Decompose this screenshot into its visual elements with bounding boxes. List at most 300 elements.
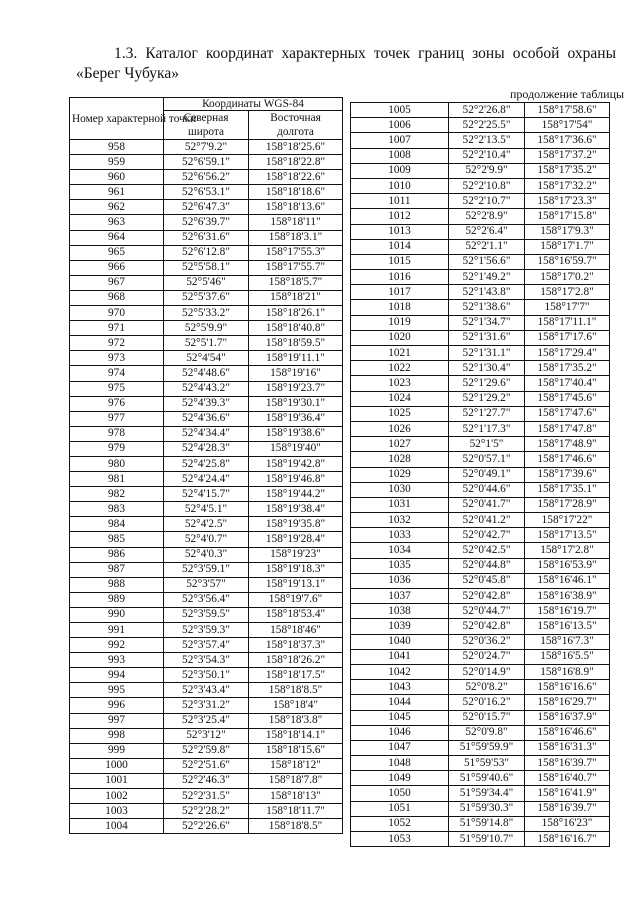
- table-row: [70, 366, 343, 381]
- latitude-cell: 52°2'8.9": [449, 209, 525, 224]
- longitude-cell: 158°16'29.7": [525, 695, 610, 710]
- latitude-cell: 52°6'39.7": [164, 215, 249, 230]
- latitude-cell: 52°6'53.1": [164, 185, 249, 200]
- table-row: [70, 170, 343, 185]
- longitude-cell: 158°18'12": [249, 758, 343, 773]
- longitude-cell: 158°17'36.6": [525, 133, 610, 148]
- latitude-cell: 52°2'31.5": [164, 789, 249, 804]
- point-number-cell: 1049: [351, 771, 449, 786]
- point-number-cell: 1036: [351, 573, 449, 588]
- table-row: [70, 200, 343, 215]
- longitude-cell: 158°18'15.6": [249, 743, 343, 758]
- latitude-cell: 52°0'36.2": [449, 634, 525, 649]
- point-number-cell: 999: [70, 743, 164, 758]
- longitude-cell: 158°16'46.6": [525, 725, 610, 740]
- table-row: [351, 285, 610, 300]
- table-row: [351, 118, 610, 133]
- table-row: [351, 254, 610, 269]
- table-row: [351, 816, 610, 831]
- longitude-cell: 158°18'4": [249, 698, 343, 713]
- latitude-cell: 52°1'27.7": [449, 406, 525, 421]
- point-number-cell: 1035: [351, 558, 449, 573]
- table-row: [70, 487, 343, 502]
- longitude-cell: 158°19'30.1": [249, 396, 343, 411]
- longitude-cell: 158°16'8.9": [525, 664, 610, 679]
- latitude-cell: 52°4'15.7": [164, 487, 249, 502]
- longitude-cell: 158°19'23.7": [249, 381, 343, 396]
- longitude-cell: 158°18'37.3": [249, 638, 343, 653]
- longitude-cell: 158°19'18.3": [249, 562, 343, 577]
- section-title: 1.3. Каталог координат характерных точек границ зоны особой охраны «Берег Чубука»: [76, 45, 616, 82]
- point-number-cell: 978: [70, 426, 164, 441]
- table-row: [70, 623, 343, 638]
- longitude-cell: 158°17'45.6": [525, 391, 610, 406]
- table-row: [351, 589, 610, 604]
- longitude-cell: 158°19'40": [249, 441, 343, 456]
- point-number-cell: 1030: [351, 482, 449, 497]
- longitude-cell: 158°19'16": [249, 366, 343, 381]
- latitude-cell: 52°3'31.2": [164, 698, 249, 713]
- table-row: [351, 148, 610, 163]
- latitude-cell: 52°5'37.6": [164, 290, 249, 305]
- latitude-cell: 52°2'51.6": [164, 758, 249, 773]
- longitude-cell: 158°17'35.2": [525, 361, 610, 376]
- latitude-cell: 52°0'9.8": [449, 725, 525, 740]
- longitude-cell: 158°17'0.2": [525, 270, 610, 285]
- point-number-cell: 1025: [351, 406, 449, 421]
- longitude-cell: 158°19'35.8": [249, 517, 343, 532]
- table-row: [70, 260, 343, 275]
- table-row: [70, 351, 343, 366]
- point-number-cell: 979: [70, 441, 164, 456]
- longitude-cell: 158°17'40.4": [525, 376, 610, 391]
- point-number-cell: 1047: [351, 740, 449, 755]
- longitude-cell: 158°17'47.8": [525, 421, 610, 436]
- latitude-cell: 52°4'5.1": [164, 502, 249, 517]
- longitude-cell: 158°16'37.9": [525, 710, 610, 725]
- latitude-cell: 51°59'34.4": [449, 786, 525, 801]
- longitude-cell: 158°16'16.7": [525, 832, 610, 847]
- table-row: [351, 740, 610, 755]
- latitude-cell: 52°1'56.6": [449, 254, 525, 269]
- longitude-cell: 158°19'36.4": [249, 411, 343, 426]
- point-number-cell: 1003: [70, 804, 164, 819]
- header-point-number: Номер характерной точки: [70, 98, 164, 140]
- table-row: [351, 543, 610, 558]
- point-number-cell: 1022: [351, 361, 449, 376]
- point-number-cell: 998: [70, 728, 164, 743]
- table-row: [351, 376, 610, 391]
- latitude-cell: 52°1'31.1": [449, 346, 525, 361]
- longitude-cell: 158°17'37.2": [525, 148, 610, 163]
- longitude-cell: 158°16'7.3": [525, 634, 610, 649]
- longitude-cell: 158°17'55.3": [249, 245, 343, 260]
- latitude-cell: 52°6'47.3": [164, 200, 249, 215]
- longitude-cell: 158°17'32.2": [525, 178, 610, 193]
- latitude-cell: 52°0'42.5": [449, 543, 525, 558]
- table-row: [351, 664, 610, 679]
- longitude-cell: 158°18'25.6": [249, 140, 343, 155]
- point-number-cell: 1008: [351, 148, 449, 163]
- longitude-cell: 158°17'13.5": [525, 528, 610, 543]
- table-row: [70, 728, 343, 743]
- longitude-cell: 158°18'8.5": [249, 819, 343, 834]
- latitude-cell: 51°59'10.7": [449, 832, 525, 847]
- table-row: [70, 532, 343, 547]
- table-row: [70, 668, 343, 683]
- latitude-cell: 52°3'59.3": [164, 623, 249, 638]
- latitude-cell: 52°4'2.5": [164, 517, 249, 532]
- latitude-cell: 52°0'44.6": [449, 482, 525, 497]
- latitude-cell: 52°2'26.8": [449, 103, 525, 118]
- table-row: [351, 406, 610, 421]
- point-number-cell: 1028: [351, 452, 449, 467]
- longitude-cell: 158°17'48.9": [525, 437, 610, 452]
- latitude-cell: 52°4'28.3": [164, 441, 249, 456]
- latitude-cell: 52°6'56.2": [164, 170, 249, 185]
- latitude-cell: 52°4'25.8": [164, 456, 249, 471]
- point-number-cell: 973: [70, 351, 164, 366]
- point-number-cell: 1005: [351, 103, 449, 118]
- point-number-cell: 968: [70, 290, 164, 305]
- latitude-cell: 52°2'10.8": [449, 178, 525, 193]
- longitude-cell: 158°17'35.2": [525, 163, 610, 178]
- longitude-cell: 158°18'17.5": [249, 668, 343, 683]
- table-row: [351, 513, 610, 528]
- point-number-cell: 963: [70, 215, 164, 230]
- longitude-cell: 158°19'13.1": [249, 577, 343, 592]
- latitude-cell: 52°0'44.8": [449, 558, 525, 573]
- table-row: [70, 290, 343, 305]
- longitude-cell: 158°17'22": [525, 513, 610, 528]
- point-number-cell: 1038: [351, 604, 449, 619]
- longitude-cell: 158°18'13.6": [249, 200, 343, 215]
- latitude-cell: 52°3'59.1": [164, 562, 249, 577]
- header-longitude: Восточная долгота: [249, 111, 343, 140]
- longitude-cell: 158°18'3.8": [249, 713, 343, 728]
- longitude-cell: 158°19'44.2": [249, 487, 343, 502]
- longitude-cell: 158°18'59.5": [249, 336, 343, 351]
- point-number-cell: 977: [70, 411, 164, 426]
- point-number-cell: 1010: [351, 178, 449, 193]
- latitude-cell: 52°4'48.6": [164, 366, 249, 381]
- latitude-cell: 52°3'56.4": [164, 592, 249, 607]
- longitude-cell: 158°18'5.7": [249, 275, 343, 290]
- point-number-cell: 994: [70, 668, 164, 683]
- longitude-cell: 158°19'7.6": [249, 592, 343, 607]
- latitude-cell: 52°0'14.9": [449, 664, 525, 679]
- longitude-cell: 158°19'42.8": [249, 456, 343, 471]
- longitude-cell: 158°18'26.2": [249, 653, 343, 668]
- latitude-cell: 52°6'12.8": [164, 245, 249, 260]
- point-number-cell: 1020: [351, 330, 449, 345]
- longitude-cell: 158°16'39.7": [525, 801, 610, 816]
- longitude-cell: 158°16'46.1": [525, 573, 610, 588]
- longitude-cell: 158°16'41.9": [525, 786, 610, 801]
- point-number-cell: 1009: [351, 163, 449, 178]
- table-row: [70, 562, 343, 577]
- latitude-cell: 52°0'24.7": [449, 649, 525, 664]
- point-number-cell: 981: [70, 472, 164, 487]
- point-number-cell: 966: [70, 260, 164, 275]
- point-number-cell: 1013: [351, 224, 449, 239]
- table-row: [351, 178, 610, 193]
- table-row: [351, 558, 610, 573]
- table-row: [70, 456, 343, 471]
- table-row: [70, 804, 343, 819]
- table-row: [70, 773, 343, 788]
- table-row: [70, 411, 343, 426]
- longitude-cell: 158°18'22.8": [249, 155, 343, 170]
- point-number-cell: 1007: [351, 133, 449, 148]
- point-number-cell: 1027: [351, 437, 449, 452]
- table-row: [70, 441, 343, 456]
- table-row: [351, 725, 610, 740]
- longitude-cell: 158°18'53.4": [249, 607, 343, 622]
- latitude-cell: 52°5'1.7": [164, 336, 249, 351]
- latitude-cell: 52°0'16.2": [449, 695, 525, 710]
- latitude-cell: 52°1'30.4": [449, 361, 525, 376]
- point-number-cell: 980: [70, 456, 164, 471]
- longitude-cell: 158°18'21": [249, 290, 343, 305]
- longitude-cell: 158°18'3.1": [249, 230, 343, 245]
- point-number-cell: 996: [70, 698, 164, 713]
- longitude-cell: 158°16'23": [525, 816, 610, 831]
- latitude-cell: 52°5'46": [164, 275, 249, 290]
- latitude-cell: 52°0'42.8": [449, 619, 525, 634]
- longitude-cell: 158°18'18.6": [249, 185, 343, 200]
- latitude-cell: 52°1'29.6": [449, 376, 525, 391]
- point-number-cell: 1053: [351, 832, 449, 847]
- longitude-cell: 158°17'39.6": [525, 467, 610, 482]
- table-row: [70, 381, 343, 396]
- longitude-cell: 158°18'7.8": [249, 773, 343, 788]
- point-number-cell: 972: [70, 336, 164, 351]
- latitude-cell: 52°0'42.7": [449, 528, 525, 543]
- latitude-cell: 52°4'24.4": [164, 472, 249, 487]
- longitude-cell: 158°17'2.8": [525, 285, 610, 300]
- point-number-cell: 1018: [351, 300, 449, 315]
- table-row: [70, 472, 343, 487]
- table-row: [351, 163, 610, 178]
- latitude-cell: 52°2'13.5": [449, 133, 525, 148]
- table-row: [70, 683, 343, 698]
- latitude-cell: 52°0'8.2": [449, 680, 525, 695]
- table-row: [70, 653, 343, 668]
- table-row: [351, 528, 610, 543]
- latitude-cell: 52°2'46.3": [164, 773, 249, 788]
- point-number-cell: 1011: [351, 194, 449, 209]
- latitude-cell: 52°6'31.6": [164, 230, 249, 245]
- latitude-cell: 52°4'0.7": [164, 532, 249, 547]
- point-number-cell: 997: [70, 713, 164, 728]
- point-number-cell: 1026: [351, 421, 449, 436]
- table-row: [351, 771, 610, 786]
- point-number-cell: 986: [70, 547, 164, 562]
- longitude-cell: 158°16'39.7": [525, 756, 610, 771]
- point-number-cell: 1041: [351, 649, 449, 664]
- latitude-cell: 52°4'54": [164, 351, 249, 366]
- point-number-cell: 1012: [351, 209, 449, 224]
- longitude-cell: 158°19'38.4": [249, 502, 343, 517]
- table-row: [351, 604, 610, 619]
- table-row: [70, 592, 343, 607]
- point-number-cell: 983: [70, 502, 164, 517]
- longitude-cell: 158°16'31.3": [525, 740, 610, 755]
- point-number-cell: 1006: [351, 118, 449, 133]
- table-row: [351, 801, 610, 816]
- table-row: [70, 638, 343, 653]
- latitude-cell: 52°1'43.8": [449, 285, 525, 300]
- latitude-cell: 52°5'58.1": [164, 260, 249, 275]
- point-number-cell: 960: [70, 170, 164, 185]
- latitude-cell: 52°3'54.3": [164, 653, 249, 668]
- latitude-cell: 52°0'45.8": [449, 573, 525, 588]
- table-row: [351, 209, 610, 224]
- longitude-cell: 158°17'54": [525, 118, 610, 133]
- longitude-cell: 158°16'19.7": [525, 604, 610, 619]
- longitude-cell: 158°16'53.9": [525, 558, 610, 573]
- table-row: [70, 426, 343, 441]
- point-number-cell: 1048: [351, 756, 449, 771]
- longitude-cell: 158°17'29.4": [525, 346, 610, 361]
- latitude-cell: 52°3'57.4": [164, 638, 249, 653]
- table-row: [70, 713, 343, 728]
- table-row: [351, 391, 610, 406]
- latitude-cell: 52°3'50.1": [164, 668, 249, 683]
- point-number-cell: 975: [70, 381, 164, 396]
- point-number-cell: 1043: [351, 680, 449, 695]
- longitude-cell: 158°18'40.8": [249, 321, 343, 336]
- latitude-cell: 52°3'25.4": [164, 713, 249, 728]
- point-number-cell: 1034: [351, 543, 449, 558]
- latitude-cell: 52°4'39.3": [164, 396, 249, 411]
- longitude-cell: 158°18'11": [249, 215, 343, 230]
- latitude-cell: 51°59'59.9": [449, 740, 525, 755]
- table-row: [351, 649, 610, 664]
- point-number-cell: 971: [70, 321, 164, 336]
- table-row: [351, 224, 610, 239]
- latitude-cell: 52°2'6.4": [449, 224, 525, 239]
- latitude-cell: 52°1'38.6": [449, 300, 525, 315]
- point-number-cell: 991: [70, 623, 164, 638]
- longitude-cell: 158°19'11.1": [249, 351, 343, 366]
- table-row: [70, 245, 343, 260]
- longitude-cell: 158°17'58.6": [525, 103, 610, 118]
- table-row: [70, 230, 343, 245]
- table-row: [351, 619, 610, 634]
- point-number-cell: 1017: [351, 285, 449, 300]
- point-number-cell: 1050: [351, 786, 449, 801]
- point-number-cell: 967: [70, 275, 164, 290]
- coordinates-table-left: [69, 97, 343, 834]
- longitude-cell: 158°19'23": [249, 547, 343, 562]
- point-number-cell: 1016: [351, 270, 449, 285]
- longitude-cell: 158°18'11.7": [249, 804, 343, 819]
- point-number-cell: 1023: [351, 376, 449, 391]
- table-row: [70, 215, 343, 230]
- longitude-cell: 158°16'40.7": [525, 771, 610, 786]
- longitude-cell: 158°18'14.1": [249, 728, 343, 743]
- longitude-cell: 158°18'8.5": [249, 683, 343, 698]
- table-row: [70, 336, 343, 351]
- point-number-cell: 965: [70, 245, 164, 260]
- longitude-cell: 158°17'55.7": [249, 260, 343, 275]
- latitude-cell: 52°2'10.4": [449, 148, 525, 163]
- latitude-cell: 52°2'26.6": [164, 819, 249, 834]
- latitude-cell: 52°2'28.2": [164, 804, 249, 819]
- latitude-cell: 51°59'53": [449, 756, 525, 771]
- left-table-body: [70, 140, 343, 834]
- table-row: [351, 634, 610, 649]
- table-row: [70, 698, 343, 713]
- point-number-cell: 1031: [351, 497, 449, 512]
- point-number-cell: 961: [70, 185, 164, 200]
- longitude-cell: 158°17'17.6": [525, 330, 610, 345]
- latitude-cell: 52°0'57.1": [449, 452, 525, 467]
- point-number-cell: 1001: [70, 773, 164, 788]
- table-row: [351, 482, 610, 497]
- latitude-cell: 52°4'34.4": [164, 426, 249, 441]
- latitude-cell: 52°0'15.7": [449, 710, 525, 725]
- latitude-cell: 52°1'49.2": [449, 270, 525, 285]
- longitude-cell: 158°16'16.6": [525, 680, 610, 695]
- latitude-cell: 52°3'59.5": [164, 607, 249, 622]
- point-number-cell: 1032: [351, 513, 449, 528]
- point-number-cell: 1044: [351, 695, 449, 710]
- table-row: [351, 330, 610, 345]
- table-row: [70, 321, 343, 336]
- latitude-cell: 52°0'42.8": [449, 589, 525, 604]
- longitude-cell: 158°19'46.8": [249, 472, 343, 487]
- longitude-cell: 158°17'35.1": [525, 482, 610, 497]
- longitude-cell: 158°17'9.3": [525, 224, 610, 239]
- point-number-cell: 958: [70, 140, 164, 155]
- point-number-cell: 995: [70, 683, 164, 698]
- latitude-cell: 52°1'5": [449, 437, 525, 452]
- header-coordinates: Координаты WGS-84: [164, 98, 343, 111]
- point-number-cell: 1000: [70, 758, 164, 773]
- latitude-cell: 51°59'14.8": [449, 816, 525, 831]
- point-number-cell: 985: [70, 532, 164, 547]
- table-row: [70, 819, 343, 834]
- latitude-cell: 52°4'0.3": [164, 547, 249, 562]
- table-row: [351, 832, 610, 847]
- longitude-cell: 158°19'28.4": [249, 532, 343, 547]
- point-number-cell: 1019: [351, 315, 449, 330]
- latitude-cell: 52°4'36.6": [164, 411, 249, 426]
- longitude-cell: 158°16'38.9": [525, 589, 610, 604]
- point-number-cell: 1045: [351, 710, 449, 725]
- longitude-cell: 158°17'7": [525, 300, 610, 315]
- table-row: [70, 502, 343, 517]
- longitude-cell: 158°18'22.6": [249, 170, 343, 185]
- longitude-cell: 158°17'15.8": [525, 209, 610, 224]
- longitude-cell: 158°17'47.6": [525, 406, 610, 421]
- longitude-cell: 158°17'1.7": [525, 239, 610, 254]
- latitude-cell: 52°2'25.5": [449, 118, 525, 133]
- point-number-cell: 1042: [351, 664, 449, 679]
- longitude-cell: 158°17'28.9": [525, 497, 610, 512]
- point-number-cell: 1039: [351, 619, 449, 634]
- table-row: [351, 346, 610, 361]
- latitude-cell: 52°0'49.1": [449, 467, 525, 482]
- table-row: [70, 140, 343, 155]
- longitude-cell: 158°17'23.3": [525, 194, 610, 209]
- latitude-cell: 52°7'9.2": [164, 140, 249, 155]
- table-row: [351, 573, 610, 588]
- latitude-cell: 52°3'43.4": [164, 683, 249, 698]
